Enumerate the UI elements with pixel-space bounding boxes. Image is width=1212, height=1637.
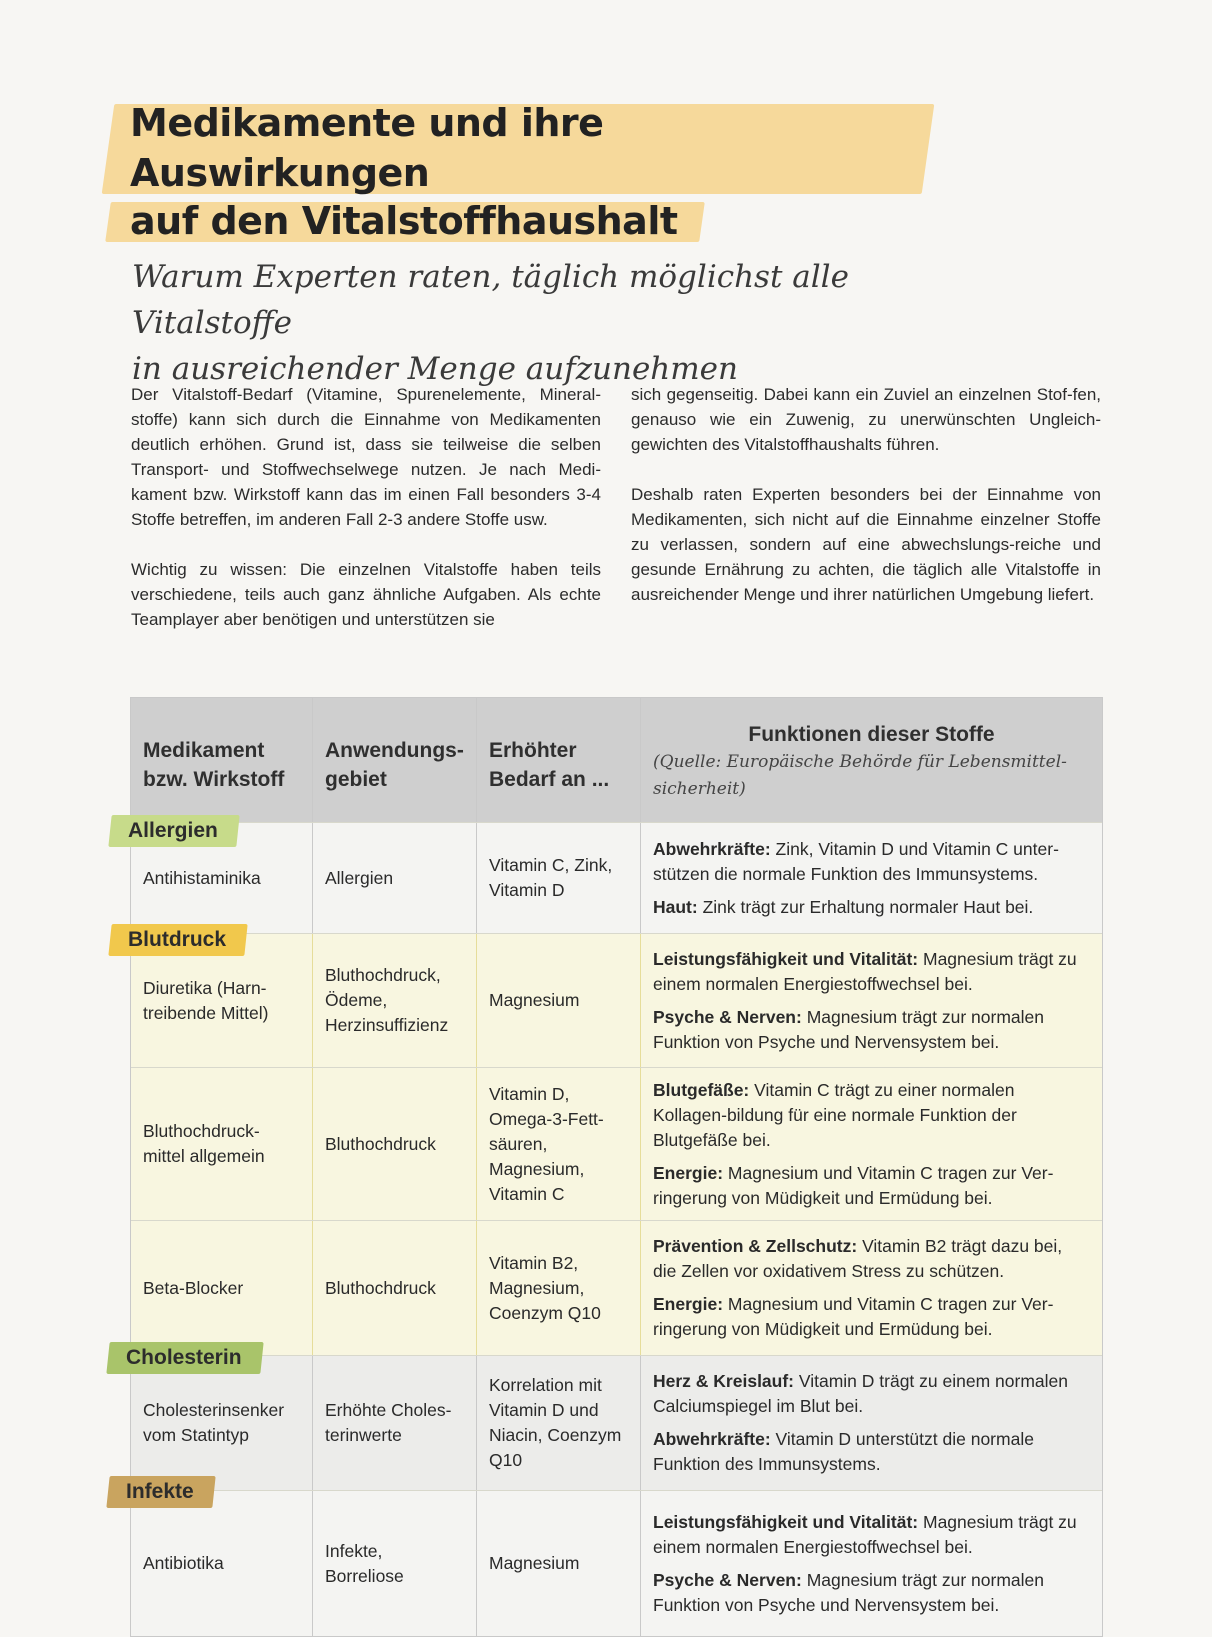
cell-bedarf: Korrelation mit Vitamin D und Niacin, Coenzym Q10 bbox=[477, 1356, 641, 1490]
table-row bbox=[131, 1221, 1102, 1356]
subtitle-line-1: Warum Experten raten, täglich möglichst alle Vitalstoffe bbox=[132, 259, 849, 341]
function-text: Magnesium trägt zur normalen Funktion von Psyche und Nervensystem bei. bbox=[653, 1569, 1045, 1615]
function-text: Vitamin D trägt zu einem normalen Calciumspiegel im Blut bei. bbox=[653, 1371, 1068, 1416]
title-line-2: auf den Vitalstoffhaushalt bbox=[108, 196, 702, 246]
function-item bbox=[653, 947, 1090, 997]
function-item bbox=[653, 1369, 1090, 1419]
header-bedarf: Erhöhter Bedarf an ... bbox=[477, 698, 641, 822]
table-header-row bbox=[131, 698, 1102, 823]
subtitle bbox=[132, 254, 952, 392]
function-label: Abwehrkräfte: bbox=[653, 838, 771, 859]
cell-funktionen bbox=[641, 823, 1102, 933]
intro-column-left bbox=[131, 382, 601, 657]
function-label: Leistungsfähigkeit und Vitalität: bbox=[653, 948, 919, 969]
intro-paragraph-1: Der Vitalstoff-Bedarf (Vitamine, Spurenelemente, Mineral-stoffe) kann sich durch die Einnahme von Medikamenten deutlich erhöhen. Grund ist, dass sie teilweise die selben Transport- und Stoffwechselwege nutzen. Je nach Medi-kament bzw. Wirkstoff kann das im einen Fall besonders 3-4 Stoffe betreffen, im anderen Fall 2-3 andere Stoffe usw. bbox=[131, 385, 601, 529]
function-label: Herz & Kreislauf: bbox=[653, 1371, 795, 1391]
header-funktionen-title: Funktionen dieser Stoffe bbox=[748, 722, 995, 746]
function-item bbox=[653, 1234, 1090, 1284]
page-title bbox=[108, 98, 928, 246]
table-row bbox=[131, 1068, 1102, 1221]
function-text: Magnesium trägt zu einem normalen Energiestoffwechsel bei. bbox=[653, 948, 1077, 994]
cell-medikament: Bluthochdruck-mittel allgemein bbox=[131, 1068, 313, 1220]
cell-bedarf: Vitamin D, Omega-3-Fett-säuren, Magnesium, Vitamin C bbox=[477, 1068, 641, 1220]
function-item bbox=[653, 1427, 1090, 1477]
function-label: Haut: bbox=[653, 896, 698, 917]
header-anwendungsgebiet: Anwendungs-gebiet bbox=[313, 698, 477, 822]
cell-bedarf: Vitamin C, Zink, Vitamin D bbox=[477, 823, 641, 933]
cell-medikament: Diuretika (Harn-treibende Mittel) bbox=[131, 934, 313, 1067]
table-row bbox=[131, 1491, 1102, 1636]
function-label: Blutgefäße: bbox=[653, 1079, 750, 1100]
cell-gebiet: Erhöhte Choles-terinwerte bbox=[313, 1356, 477, 1490]
table-row bbox=[131, 934, 1102, 1068]
cell-bedarf: Magnesium bbox=[477, 1491, 641, 1636]
function-item bbox=[653, 1161, 1090, 1211]
function-item bbox=[653, 1510, 1090, 1560]
function-text: Magnesium und Vitamin C tragen zur Ver-ringerung von Müdigkeit und Ermüdung bei. bbox=[653, 1294, 1054, 1339]
header-funktionen-source: (Quelle: Europäische Behörde für Lebensmittel-sicherheit) bbox=[653, 751, 1067, 799]
function-label: Energie: bbox=[653, 1162, 724, 1183]
cell-funktionen bbox=[641, 1068, 1102, 1220]
function-text: Magnesium trägt zu einem normalen Energiestoffwechsel bei. bbox=[653, 1511, 1077, 1557]
function-text: Zink, Vitamin D und Vitamin C unter-stützen die normale Funktion des Immunsystems. bbox=[653, 838, 1059, 884]
function-label: Abwehrkräfte: bbox=[653, 1429, 771, 1449]
intro-paragraph-2: Wichtig zu wissen: Die einzelnen Vitalstoffe haben teils verschiedene, teils auch ganz ähnliche Aufgaben. Als echte Teamplayer aber benötigen und unterstützen sie bbox=[131, 560, 601, 629]
cell-gebiet: Allergien bbox=[313, 823, 477, 933]
intro-paragraph-4: Deshalb raten Experten besonders bei der Einnahme von Medikamenten, sich nicht auf die Einnahme einzelner Stoffe zu verlassen, sondern auf eine abwechslungs-reiche und gesunde Ernährung zu achten, die täglich alle Vitalstoffe in ausreichender Menge und ihrer natürlichen Umgebung liefert. bbox=[631, 485, 1101, 604]
function-label: Energie: bbox=[653, 1294, 724, 1314]
cell-medikament: Cholesterinsenker vom Statintyp bbox=[131, 1356, 313, 1490]
function-text: Vitamin B2 trägt dazu bei, die Zellen vor oxidativem Stress zu schützen. bbox=[653, 1236, 1063, 1281]
function-text: Magnesium und Vitamin C tragen zur Ver-ringerung von Müdigkeit und Ermüdung bei. bbox=[653, 1162, 1054, 1208]
header-funktionen bbox=[641, 698, 1102, 822]
cell-medikament: Antibiotika bbox=[131, 1491, 313, 1636]
category-tag-cholesterin: Cholesterin bbox=[108, 1342, 262, 1374]
cell-funktionen bbox=[641, 1356, 1102, 1490]
function-item bbox=[653, 895, 1033, 920]
function-item bbox=[653, 837, 1090, 887]
intro-paragraph-3: sich gegenseitig. Dabei kann ein Zuviel an einzelnen Stof-fen, genauso wie ein Zuwenig, zu unerwünschten Ungleich-gewichten des Vitalstoffhaushalts führen. bbox=[631, 385, 1101, 454]
header-medikament: Medikament bzw. Wirkstoff bbox=[131, 698, 313, 822]
function-text: Vitamin D unterstützt die normale Funktion des Immunsystems. bbox=[653, 1429, 1034, 1474]
function-label: Psyche & Nerven: bbox=[653, 1006, 802, 1027]
function-text: Zink trägt zur Erhaltung normaler Haut bei. bbox=[697, 896, 1034, 917]
category-tag-blutdruck: Blutdruck bbox=[110, 924, 246, 956]
cell-gebiet: Infekte, Borreliose bbox=[313, 1491, 477, 1636]
category-tag-allergien: Allergien bbox=[110, 815, 238, 847]
cell-funktionen bbox=[641, 1221, 1102, 1355]
function-item bbox=[653, 1078, 1090, 1153]
cell-gebiet: Bluthochdruck bbox=[313, 1221, 477, 1355]
table-row bbox=[131, 1356, 1102, 1491]
function-text: Vitamin C trägt zu einer normalen Kollagen-bildung für eine normale Funktion der Blutgefäße bei. bbox=[653, 1079, 1017, 1150]
function-label: Prävention & Zellschutz: bbox=[653, 1236, 858, 1256]
function-label: Leistungsfähigkeit und Vitalität: bbox=[653, 1511, 919, 1532]
function-item bbox=[653, 1292, 1090, 1342]
cell-medikament: Antihistaminika bbox=[131, 823, 313, 933]
intro-column-right bbox=[631, 382, 1101, 657]
function-item bbox=[653, 1005, 1090, 1055]
function-item bbox=[653, 1568, 1090, 1618]
category-tag-infekte: Infekte bbox=[108, 1476, 214, 1508]
cell-gebiet: Bluthochdruck bbox=[313, 1068, 477, 1220]
cell-funktionen bbox=[641, 934, 1102, 1067]
function-text: Magnesium trägt zur normalen Funktion von Psyche und Nervensystem bei. bbox=[653, 1006, 1045, 1052]
title-line-1: Medikamente und ihre Auswirkungen bbox=[108, 98, 928, 198]
cell-bedarf: Magnesium bbox=[477, 934, 641, 1067]
cell-bedarf: Vitamin B2, Magnesium, Coenzym Q10 bbox=[477, 1221, 641, 1355]
intro-text bbox=[131, 382, 1101, 657]
cell-gebiet: Bluthochdruck, Ödeme, Herzinsuffizienz bbox=[313, 934, 477, 1067]
cell-medikament: Beta-Blocker bbox=[131, 1221, 313, 1355]
table-row bbox=[131, 823, 1102, 934]
medication-table bbox=[130, 697, 1103, 1637]
function-label: Psyche & Nerven: bbox=[653, 1569, 802, 1590]
subtitle-line-2: in ausreichender Menge aufzunehmen bbox=[132, 351, 738, 387]
cell-funktionen bbox=[641, 1491, 1102, 1636]
